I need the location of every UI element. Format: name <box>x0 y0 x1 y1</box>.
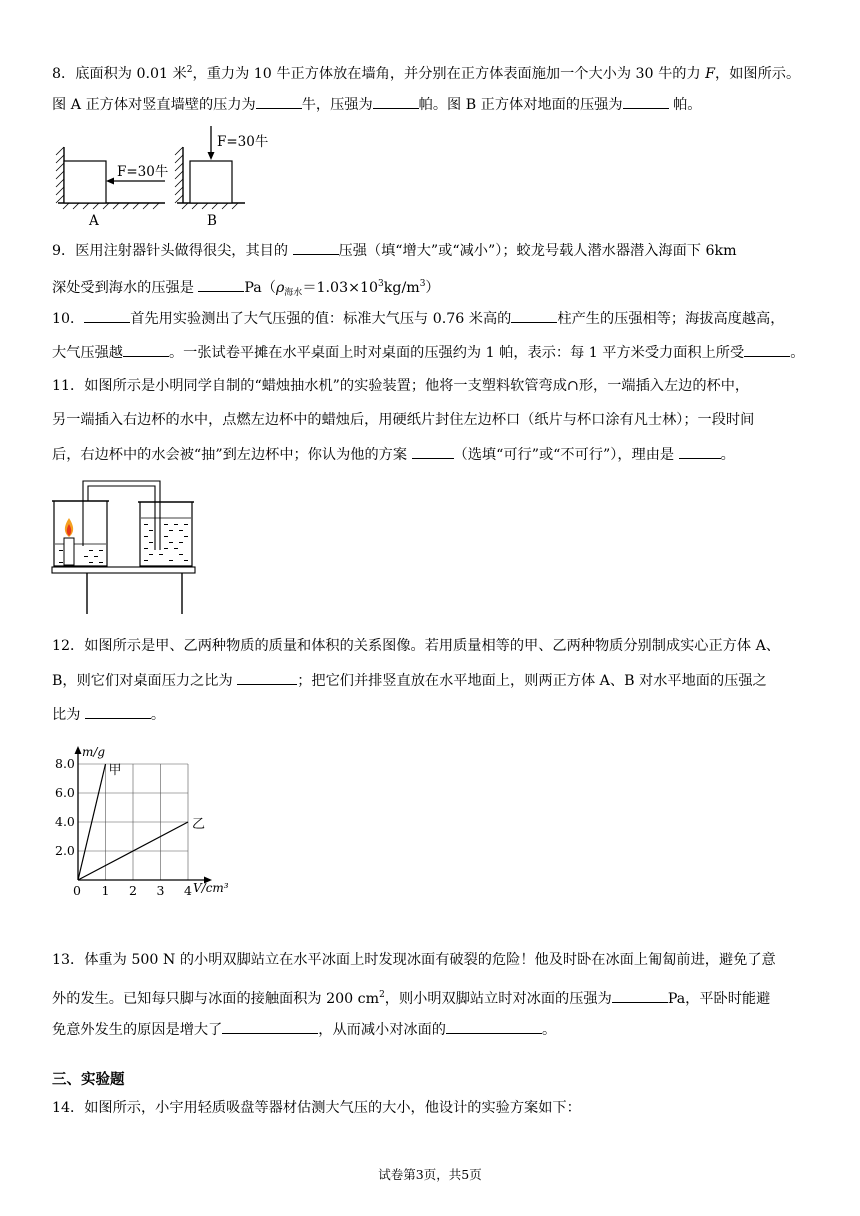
answer-blank[interactable] <box>612 988 668 1003</box>
chart-grid <box>78 764 188 880</box>
answer-blank[interactable] <box>123 342 169 357</box>
q10-line2: 大气压强越 。一张试卷平摊在水平桌面上时对桌面的压强约为 1 帕，表示：每 1 平方米受力面积上所受 。 <box>52 342 804 363</box>
candle <box>64 538 74 565</box>
answer-blank[interactable] <box>744 342 790 357</box>
answer-blank[interactable] <box>623 94 669 109</box>
chart-series <box>78 763 205 880</box>
answer-blank[interactable] <box>198 277 244 292</box>
q8-line2: 图 A 正方体对竖直墙壁的压力为 牛，压强为 帕。图 B 正方体对地面的压强为 帕。 <box>52 94 701 115</box>
x-tick-label: 3 <box>156 883 165 898</box>
table-top <box>52 567 195 573</box>
mass-volume-chart <box>50 740 250 898</box>
series-label: 乙 <box>192 817 206 832</box>
answer-blank[interactable] <box>237 670 297 685</box>
q13-line1: 13．体重为 500 N 的小明双脚站立在水平冰面上时发现冰面有破裂的危险！他及时卧在冰面上匍匐前进，避免了意 <box>52 952 776 968</box>
right-beaker <box>138 502 194 566</box>
answer-blank[interactable] <box>293 240 339 255</box>
force-label-b: F=30牛 <box>217 134 269 150</box>
q11-figure <box>50 474 200 619</box>
x-tick-label: 1 <box>101 883 110 898</box>
series-label: 甲 <box>108 763 122 778</box>
y-tick-label: 2.0 <box>55 843 75 858</box>
section-title: 三、实验题 <box>52 1072 125 1088</box>
left-beaker <box>52 501 109 566</box>
q12-line1: 12．如图所示是甲、乙两种物质的质量和体积的关系图像。若用质量相等的甲、乙两种物质分别制成实心正方体 A、 <box>52 638 780 654</box>
answer-blank[interactable] <box>222 1019 318 1034</box>
cube-b <box>190 161 232 203</box>
answer-blank[interactable] <box>412 444 454 459</box>
q11-line2: 另一端插入右边杯的水中，点燃左边杯中的蜡烛后，用硬纸片封住左边杯口（纸片与杯口涂有凡士林）；一段时间 <box>52 412 755 428</box>
x-axis-label: V/cm³ <box>193 881 229 895</box>
x-tick-label: 2 <box>129 883 137 898</box>
answer-blank[interactable] <box>511 308 557 323</box>
x-tick-label: 4 <box>184 883 192 898</box>
chart-ticks <box>55 756 192 898</box>
answer-blank[interactable] <box>256 94 302 109</box>
y-axis-arrow <box>75 746 82 754</box>
q14-line1: 14．如图所示，小宇用轻质吸盘等器材估测大气压的大小，他设计的实验方案如下： <box>52 1100 581 1116</box>
q8-figure <box>55 125 285 230</box>
q8-line1: 8．底面积为 0.01 米$^2$，重力为 10 牛正方体放在墙角，并分别在正方体表面施加一个大小为 30 牛的力 F，如图所示。 <box>52 65 801 82</box>
q10-line1: 10． 首先用实验测出了大气压强的值：标准大气压与 0.76 米高的 柱产生的压强相等；海拔高度越高， <box>52 308 784 329</box>
q12-line3: 比为 。 <box>52 704 165 725</box>
page-footer: 试卷第3页，共5页 <box>378 1167 482 1182</box>
force-label-a: F=30牛 <box>117 164 169 180</box>
y-axis-label: m/g <box>82 745 106 759</box>
q11-line3: 后，右边杯中的水会被“抽”到左边杯中；你认为他的方案 （选填“可行”或“不可行”），理由是 。 <box>52 444 735 465</box>
x-tick-label: 0 <box>73 883 81 898</box>
figure-b-label: B <box>207 213 217 229</box>
y-tick-label: 8.0 <box>55 756 75 771</box>
q12-line2: B，则它们对桌面压力之比为 ；把它们并排竖直放在水平地面上，则两正方体 A、B 对水平地面的压强之 <box>52 670 767 691</box>
cube-a <box>64 161 106 203</box>
y-tick-label: 4.0 <box>55 814 75 829</box>
y-tick-label: 6.0 <box>55 785 75 800</box>
answer-blank[interactable] <box>679 444 721 459</box>
answer-blank[interactable] <box>84 308 130 323</box>
answer-blank[interactable] <box>85 704 151 719</box>
q9-line2: 深处受到海水的压强是 $Pa(\rho_{海水}=1.03\times 10^3kg/m^3)$ <box>52 279 440 298</box>
q11-line1: 11．如图所示是小明同学自制的“蜡烛抽水机”的实验装置；他将一支塑料软管弯成∩形，一端插入左边的杯中， <box>52 378 750 394</box>
answer-blank[interactable] <box>446 1019 542 1034</box>
figure-b <box>175 126 268 229</box>
q13-line3: 免意外发生的原因是增大了 ，从而减小对冰面的 。 <box>52 1019 556 1040</box>
chart-axes <box>75 746 213 884</box>
answer-blank[interactable] <box>373 94 419 109</box>
q9-line1: 9．医用注射器针头做得很尖，其目的 压强（填“增大”或“减小”）；蛟龙号载人潜水器潜入海面下 6km <box>52 240 737 261</box>
figure-a <box>56 147 168 229</box>
q13-line2: 外的发生。已知每只脚与冰面的接触面积为 200 $cm^2$，则小明双脚站立时对冰面的压强为 Pa，平卧时能避 <box>52 990 771 1007</box>
figure-a-label: A <box>89 213 99 229</box>
